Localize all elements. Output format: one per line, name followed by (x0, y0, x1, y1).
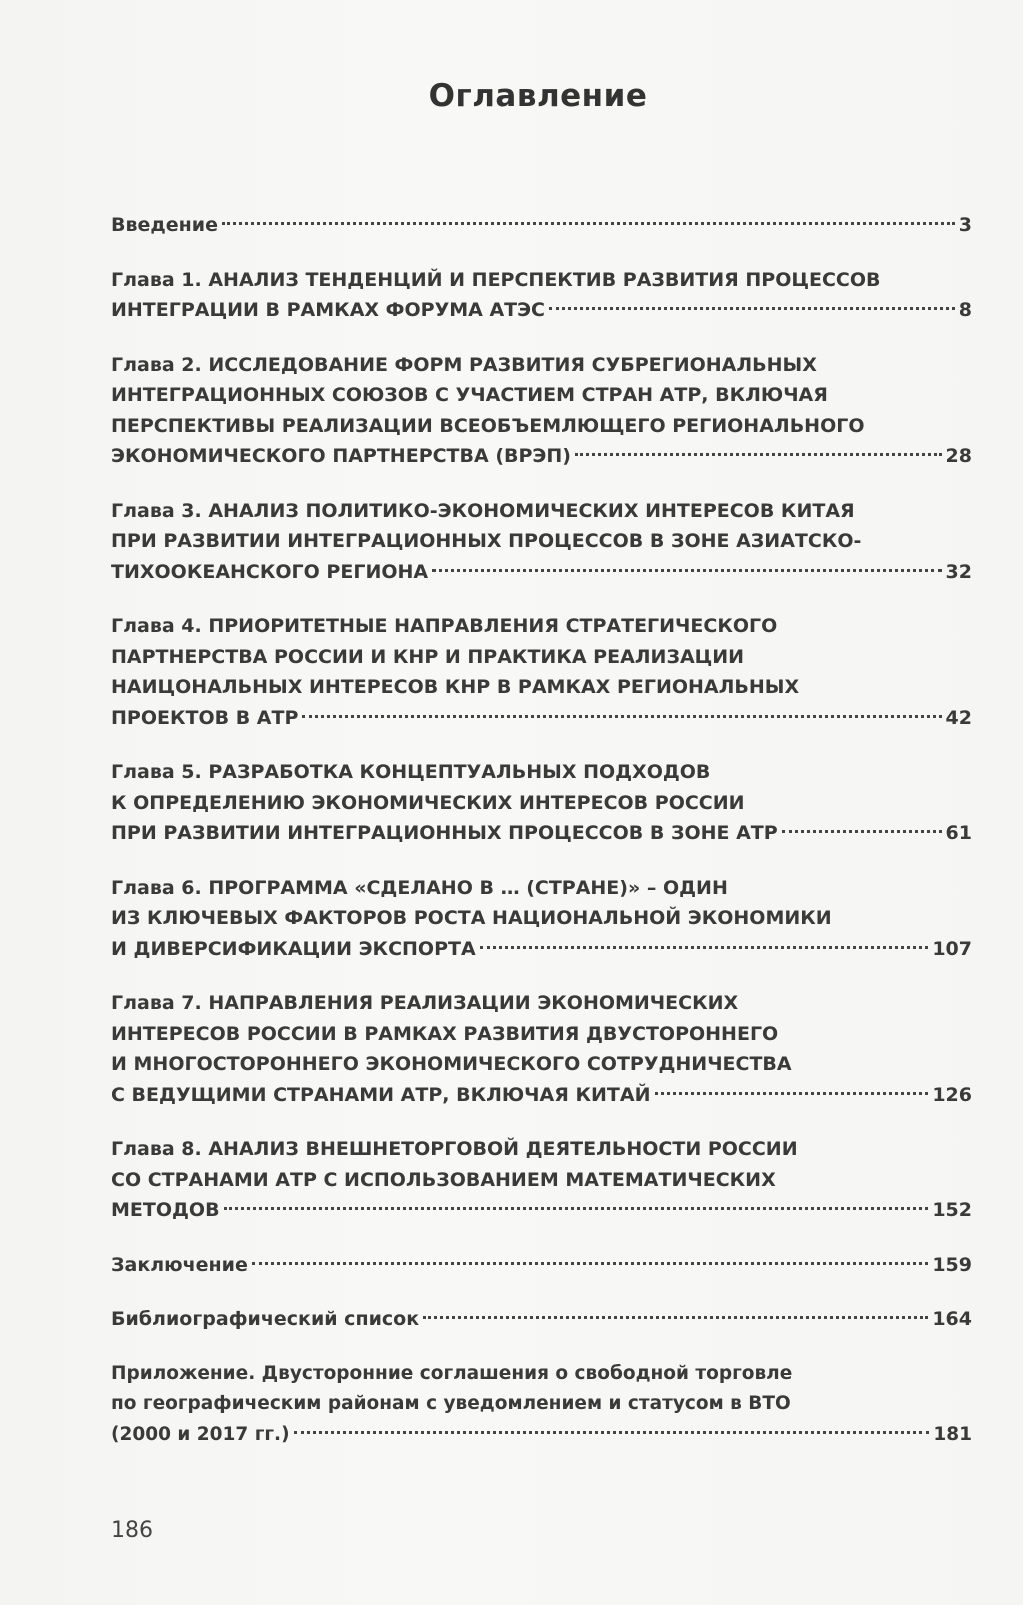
toc-entry-line: ПАРТНЕРСТВА РОССИИ И КНР И ПРАКТИКА РЕАЛИЗАЦИИ (111, 645, 745, 668)
page-number: 186 (111, 1518, 153, 1543)
toc-entry-last-line (111, 1250, 972, 1281)
dot-leader (222, 222, 955, 225)
toc-entry-line: ПРИ РАЗВИТИИ ИНТЕГРАЦИОННЫХ ПРОЦЕССОВ В ЗОНЕ АЗИАТСКО- (111, 530, 862, 552)
toc-entry-line: Глава 5. РАЗРАБОТКА КОНЦЕПТУАЛЬНЫХ ПОДХОДОВ (111, 761, 711, 783)
toc-page-number: 8 (958, 299, 972, 321)
toc-entry-line: Приложение. Двусторонние соглашения о свободной торговле (111, 1362, 793, 1384)
dot-leader (432, 569, 941, 572)
dot-leader (575, 453, 942, 456)
toc-entry-last-line (111, 818, 972, 849)
toc-entry-line: Глава 8. АНАЛИЗ ВНЕШНЕТОРГОВОЙ ДЕЯТЕЛЬНОСТИ РОССИИ (111, 1138, 798, 1160)
toc-page-number: 32 (945, 560, 972, 583)
dot-leader (423, 1316, 928, 1319)
toc-entry-last-line (111, 557, 972, 588)
toc-entry-last-line (111, 1304, 972, 1335)
dot-leader (302, 715, 941, 718)
table-of-contents (111, 210, 972, 1474)
toc-entry-line: Глава 2. ИССЛЕДОВАНИЕ ФОРМ РАЗВИТИЯ СУБРЕГИОНАЛЬНЫХ (111, 353, 817, 376)
toc-entry-line: Глава 3. АНАЛИЗ ПОЛИТИКО-ЭКОНОМИЧЕСКИХ ИНТЕРЕСОВ КИТАЯ (111, 499, 855, 522)
toc-page-number: 107 (932, 937, 972, 960)
toc-entry-text: ПРИ РАЗВИТИИ ИНТЕГРАЦИОННЫХ ПРОЦЕССОВ В ЗОНЕ АТР (111, 822, 778, 844)
toc-entry-last-line (111, 703, 972, 734)
dot-leader (782, 830, 942, 833)
toc-entry-line: Глава 4. ПРИОРИТЕТНЫЕ НАПРАВЛЕНИЯ СТРАТЕГИЧЕСКОГО (111, 615, 778, 637)
toc-entry-text: Введение (111, 214, 218, 236)
toc-entry-text: ТИХООКЕАНСКОГО РЕГИОНА (111, 560, 429, 583)
toc-entry-last-line (111, 1080, 972, 1111)
toc-entry-text: ИНТЕГРАЦИИ В РАМКАХ ФОРУМА АТЭС (111, 299, 546, 321)
toc-page-number: 126 (932, 1083, 972, 1106)
toc-entry-line: ИНТЕГРАЦИОННЫХ СОЮЗОВ С УЧАСТИЕМ СТРАН АТР, ВКЛЮЧАЯ (111, 384, 828, 406)
page-title: Оглавление (428, 78, 648, 114)
toc-entry (111, 757, 972, 849)
toc-page-number: 42 (945, 706, 972, 729)
toc-page-number: 159 (932, 1253, 972, 1276)
toc-entry (111, 611, 972, 733)
toc-entry-text: Библиографический список (111, 1308, 420, 1330)
toc-entry-line: НАИЦОНАЛЬНЫХ ИНТЕРЕСОВ КНР В РАМКАХ РЕГИОНАЛЬНЫХ (111, 676, 800, 698)
toc-entry-text: И ДИВЕРСИФИКАЦИИ ЭКСПОРТА (111, 937, 476, 960)
dot-leader (549, 307, 955, 310)
toc-entry-line: ИЗ КЛЮЧЕВЫХ ФАКТОРОВ РОСТА НАЦИОНАЛЬНОЙ ЭКОНОМИКИ (111, 907, 832, 929)
toc-entry-line: И МНОГОСТОРОННЕГО ЭКОНОМИЧЕСКОГО СОТРУДНИЧЕСТВА (111, 1053, 792, 1075)
toc-entry-text: С ВЕДУЩИМИ СТРАНАМИ АТР, ВКЛЮЧАЯ КИТАЙ (111, 1083, 651, 1106)
toc-entry-line: Глава 1. АНАЛИЗ ТЕНДЕНЦИЙ И ПЕРСПЕКТИВ РАЗВИТИЯ ПРОЦЕССОВ (111, 268, 881, 291)
toc-entry-last-line (111, 210, 972, 241)
toc-entry-line: К ОПРЕДЕЛЕНИЮ ЭКОНОМИЧЕСКИХ ИНТЕРЕСОВ РОССИИ (111, 791, 745, 814)
toc-entry-last-line (111, 934, 972, 965)
toc-entry-text: ПРОЕКТОВ В АТР (111, 706, 299, 729)
toc-page-number: 3 (958, 214, 972, 236)
toc-page-number: 164 (932, 1308, 972, 1330)
dot-leader (224, 1207, 929, 1210)
toc-page-number: 181 (933, 1423, 972, 1445)
dot-leader (655, 1092, 929, 1095)
toc-entry-last-line (111, 441, 972, 472)
toc-entry-last-line (111, 1420, 972, 1451)
toc-entry (111, 1134, 972, 1226)
toc-entry-line: Глава 7. НАПРАВЛЕНИЯ РЕАЛИЗАЦИИ ЭКОНОМИЧЕСКИХ (111, 992, 739, 1014)
toc-page-number: 28 (945, 445, 972, 467)
toc-entry (111, 496, 972, 588)
toc-entry (111, 1304, 972, 1335)
toc-entry-line: СО СТРАНАМИ АТР С ИСПОЛЬЗОВАНИЕМ МАТЕМАТИЧЕСКИХ (111, 1168, 776, 1191)
toc-entry-line: ПЕРСПЕКТИВЫ РЕАЛИЗАЦИИ ВСЕОБЪЕМЛЮЩЕГО РЕГИОНАЛЬНОГО (111, 414, 865, 437)
toc-entry (111, 988, 972, 1110)
dot-leader (252, 1262, 928, 1265)
toc-entry-last-line (111, 295, 972, 326)
toc-entry-text: ЭКОНОМИЧЕСКОГО ПАРТНЕРСТВА (ВРЭП) (111, 445, 571, 467)
toc-entry (111, 1359, 972, 1451)
toc-entry (111, 350, 972, 472)
toc-page-number: 152 (932, 1199, 972, 1221)
toc-entry-last-line (111, 1195, 972, 1226)
toc-page-number: 61 (945, 822, 972, 844)
dot-leader (294, 1431, 930, 1434)
toc-entry (111, 265, 972, 326)
toc-entry (111, 210, 972, 241)
toc-entry (111, 873, 972, 965)
toc-entry-text: МЕТОДОВ (111, 1199, 220, 1221)
dot-leader (480, 946, 929, 949)
toc-entry (111, 1250, 972, 1281)
toc-entry-text: Заключение (111, 1253, 248, 1276)
toc-entry-line: ИНТЕРЕСОВ РОССИИ В РАМКАХ РАЗВИТИЯ ДВУСТОРОННЕГО (111, 1022, 779, 1045)
toc-entry-text: (2000 и 2017 гг.) (111, 1423, 290, 1445)
toc-entry-line: Глава 6. ПРОГРАММА «СДЕЛАНО В … (СТРАНЕ)» – ОДИН (111, 876, 728, 899)
toc-entry-line: по географическим районам с уведомлением и статусом в ВТО (111, 1393, 791, 1414)
